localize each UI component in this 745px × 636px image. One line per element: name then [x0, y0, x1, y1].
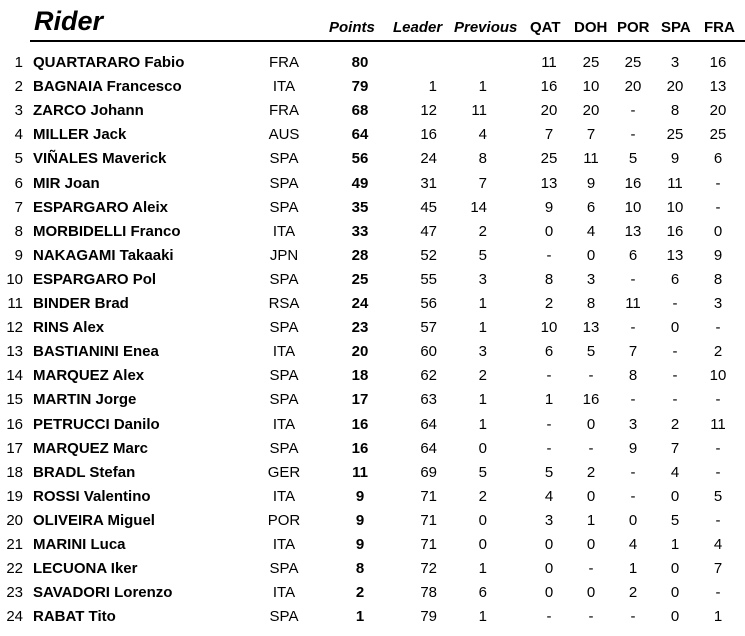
race-points-cell: 6	[544, 343, 554, 361]
table-row	[0, 50, 745, 74]
table-row	[0, 339, 745, 363]
table-row	[0, 436, 745, 460]
previous-header: Previous	[454, 19, 518, 36]
race-points-cell: 20	[624, 78, 642, 96]
rider-name-cell: ESPARGARO Aleix	[33, 198, 169, 216]
race-points-cell: 13	[582, 319, 600, 337]
race-points-cell: 2	[628, 584, 638, 602]
race-points-cell: 20	[666, 78, 684, 96]
previous-gap-cell: 3	[478, 343, 487, 361]
race-points-cell: -	[672, 367, 678, 385]
race-points-cell: 0	[628, 511, 638, 529]
race-points-cell: 1	[670, 536, 680, 553]
rider-name-cell: MILLER Jack	[33, 126, 127, 144]
rider-name-cell: BINDER Brad	[33, 295, 129, 312]
nation-cell: AUS	[268, 126, 300, 144]
leader-gap-cell: 47	[420, 222, 437, 240]
race-header-fra: FRA	[704, 19, 735, 36]
nation-cell: FRA	[269, 54, 299, 71]
race-points-cell: 0	[586, 246, 596, 264]
race-points-cell: 10	[624, 198, 642, 216]
previous-gap-cell: 7	[478, 174, 487, 192]
rider-name-cell: MARTIN Jorge	[33, 391, 137, 409]
race-points-cell: 20	[540, 102, 558, 120]
race-points-cell: 7	[713, 560, 723, 578]
previous-gap-cell: 1	[478, 391, 487, 409]
points-cell: 17	[351, 391, 369, 409]
points-cell: 20	[351, 343, 369, 361]
header-divider	[30, 40, 745, 42]
points-cell: 56	[351, 150, 369, 168]
points-cell: 2	[355, 584, 365, 602]
position-cell: 3	[14, 102, 23, 120]
position-cell: 9	[14, 246, 23, 264]
points-cell: 25	[351, 270, 369, 288]
race-points-cell: 13	[709, 78, 727, 96]
race-points-cell: 0	[586, 415, 596, 433]
table-row	[0, 122, 745, 146]
nation-cell: ITA	[272, 487, 296, 505]
rider-name-cell: OLIVEIRA Miguel	[33, 511, 155, 529]
table-row	[0, 508, 745, 532]
nation-cell: SPA	[269, 608, 299, 626]
table-row	[0, 171, 745, 195]
nation-cell: POR	[267, 511, 301, 529]
race-points-cell: 10	[582, 78, 600, 96]
race-points-cell: 6	[670, 270, 680, 288]
race-points-cell: 8	[670, 102, 680, 120]
leader-gap-cell: 24	[420, 150, 437, 168]
position-cell: 6	[14, 174, 23, 192]
nation-cell: FRA	[269, 102, 299, 120]
points-cell: 28	[351, 246, 369, 264]
nation-cell: SPA	[269, 174, 299, 192]
race-points-cell: 1	[713, 608, 723, 626]
position-cell: 16	[6, 415, 23, 433]
race-points-cell: 4	[628, 536, 638, 553]
race-points-cell: -	[630, 126, 636, 144]
race-points-cell: -	[630, 391, 636, 409]
position-cell: 21	[6, 536, 23, 553]
race-points-cell: 0	[713, 222, 723, 240]
points-cell: 35	[351, 198, 369, 216]
race-points-cell: -	[715, 511, 721, 529]
points-cell: 9	[355, 536, 365, 553]
previous-gap-cell: 6	[478, 584, 487, 602]
race-points-cell: 9	[713, 246, 723, 264]
leader-gap-cell: 72	[420, 560, 437, 578]
position-cell: 11	[7, 295, 23, 312]
nation-cell: SPA	[269, 391, 299, 409]
race-points-cell: 16	[709, 54, 727, 71]
table-row	[0, 580, 745, 604]
previous-gap-cell: 2	[478, 367, 487, 385]
race-points-cell: 2	[586, 463, 596, 481]
position-cell: 23	[6, 584, 23, 602]
race-points-cell: 10	[666, 198, 684, 216]
race-points-cell: 1	[544, 391, 554, 409]
race-points-cell: -	[630, 608, 636, 626]
race-points-cell: -	[630, 102, 636, 120]
race-points-cell: -	[715, 439, 721, 457]
table-row	[0, 98, 745, 122]
leader-gap-cell: 55	[420, 270, 437, 288]
rider-name-cell: ROSSI Valentino	[33, 487, 151, 505]
leader-gap-cell: 1	[428, 78, 437, 96]
points-cell: 64	[351, 126, 369, 144]
race-points-cell: -	[672, 391, 678, 409]
previous-gap-cell: 14	[470, 198, 487, 216]
leader-gap-cell: 79	[420, 608, 437, 626]
race-points-cell: 0	[670, 487, 680, 505]
race-points-cell: 20	[582, 102, 600, 120]
race-points-cell: 9	[670, 150, 680, 168]
previous-gap-cell: 5	[478, 463, 487, 481]
nation-cell: ITA	[272, 415, 296, 433]
rider-name-cell: QUARTARARO Fabio	[33, 54, 185, 71]
previous-gap-cell: 8	[478, 150, 487, 168]
position-cell: 15	[6, 391, 23, 409]
previous-gap-cell: 1	[478, 295, 487, 312]
rider-name-cell: MORBIDELLI Franco	[33, 222, 181, 240]
table-row	[0, 267, 745, 291]
race-points-cell: 3	[670, 54, 680, 71]
position-cell: 12	[6, 319, 23, 337]
table-row	[0, 556, 745, 580]
race-points-cell: -	[715, 198, 721, 216]
position-cell: 7	[14, 198, 23, 216]
race-points-cell: 10	[709, 367, 727, 385]
race-points-cell: 25	[709, 126, 727, 144]
rider-name-cell: MIR Joan	[33, 174, 100, 192]
leader-gap-cell: 64	[420, 439, 437, 457]
leader-gap-cell: 52	[420, 246, 437, 264]
race-points-cell: 0	[586, 536, 596, 553]
race-points-cell: 25	[540, 150, 558, 168]
race-points-cell: -	[630, 463, 636, 481]
rider-name-cell: VIÑALES Maverick	[33, 150, 167, 168]
previous-gap-cell: 2	[478, 222, 487, 240]
table-row	[0, 387, 745, 411]
race-points-cell: 9	[628, 439, 638, 457]
race-points-cell: 5	[628, 150, 638, 168]
leader-gap-cell: 71	[420, 536, 437, 553]
race-points-cell: 16	[582, 391, 600, 409]
race-points-cell: -	[715, 584, 721, 602]
table-row	[0, 74, 745, 98]
race-points-cell: -	[588, 608, 594, 626]
previous-gap-cell: 1	[478, 78, 487, 96]
nation-cell: SPA	[269, 319, 299, 337]
race-points-cell: 0	[586, 584, 596, 602]
race-points-cell: 16	[624, 174, 642, 192]
table-row	[0, 195, 745, 219]
race-points-cell: -	[546, 439, 552, 457]
race-points-cell: 4	[713, 536, 723, 553]
nation-cell: SPA	[269, 367, 299, 385]
points-cell: 79	[351, 78, 369, 96]
previous-gap-cell: 11	[471, 102, 487, 120]
leader-gap-cell: 62	[420, 367, 437, 385]
table-row	[0, 604, 745, 628]
previous-gap-cell: 2	[478, 487, 487, 505]
nation-cell: ITA	[272, 343, 296, 361]
position-cell: 24	[6, 608, 23, 626]
table-row	[0, 460, 745, 484]
race-points-cell: 0	[670, 560, 680, 578]
previous-gap-cell: 0	[478, 511, 487, 529]
race-points-cell: 5	[544, 463, 554, 481]
race-points-cell: 25	[624, 54, 642, 71]
race-points-cell: 6	[628, 246, 638, 264]
table-row	[0, 146, 745, 170]
race-points-cell: 5	[713, 487, 723, 505]
race-points-cell: 8	[628, 367, 638, 385]
leader-gap-cell: 57	[420, 319, 437, 337]
position-cell: 17	[6, 439, 23, 457]
race-points-cell: 4	[586, 222, 596, 240]
nation-cell: ITA	[272, 536, 296, 553]
race-points-cell: 13	[666, 246, 684, 264]
race-points-cell: 0	[544, 584, 554, 602]
race-points-cell: 11	[541, 54, 557, 71]
rider-name-cell: RINS Alex	[33, 319, 105, 337]
points-cell: 1	[355, 608, 365, 626]
race-points-cell: 20	[709, 102, 727, 120]
table-row	[0, 532, 745, 556]
previous-gap-cell: 1	[478, 319, 487, 337]
previous-gap-cell: 4	[478, 126, 487, 144]
points-cell: 9	[355, 511, 365, 529]
table-row	[0, 412, 745, 436]
rider-name-cell: MARINI Luca	[33, 536, 126, 553]
leader-gap-cell: 31	[420, 174, 437, 192]
race-points-cell: 0	[670, 584, 680, 602]
previous-gap-cell: 1	[478, 415, 487, 433]
nation-cell: RSA	[268, 295, 300, 312]
leader-gap-cell: 63	[420, 391, 437, 409]
race-points-cell: 8	[713, 270, 723, 288]
race-points-cell: -	[630, 270, 636, 288]
race-points-cell: 8	[586, 295, 596, 312]
leader-gap-cell: 71	[420, 511, 437, 529]
leader-gap-cell: 16	[420, 126, 437, 144]
race-points-cell: 10	[540, 319, 558, 337]
race-points-cell: -	[672, 295, 678, 312]
position-cell: 18	[6, 463, 23, 481]
race-points-cell: -	[672, 343, 678, 361]
rider-name-cell: LECUONA Iker	[33, 560, 138, 578]
leader-gap-cell: 45	[420, 198, 437, 216]
rider-name-cell: ZARCO Johann	[33, 102, 144, 120]
race-points-cell: 5	[670, 511, 680, 529]
race-points-cell: 3	[586, 270, 596, 288]
points-cell: 23	[351, 319, 369, 337]
position-cell: 10	[6, 270, 23, 288]
nation-cell: JPN	[269, 246, 299, 264]
race-points-cell: 0	[586, 487, 596, 505]
position-cell: 4	[14, 126, 23, 144]
leader-gap-cell: 69	[420, 463, 437, 481]
position-cell: 13	[6, 343, 23, 361]
race-points-cell: -	[630, 487, 636, 505]
race-points-cell: -	[588, 439, 594, 457]
previous-gap-cell: 5	[478, 246, 487, 264]
points-cell: 33	[351, 222, 369, 240]
previous-gap-cell: 3	[478, 270, 487, 288]
table-row	[0, 243, 745, 267]
rider-name-cell: ESPARGARO Pol	[33, 270, 157, 288]
table-row	[0, 363, 745, 387]
leader-gap-cell: 78	[420, 584, 437, 602]
points-cell: 49	[351, 174, 369, 192]
race-header-por: POR	[617, 19, 650, 36]
rider-name-cell: MARQUEZ Alex	[33, 367, 145, 385]
points-cell: 9	[355, 487, 365, 505]
previous-gap-cell: 1	[478, 608, 487, 626]
rider-name-cell: SAVADORI Lorenzo	[33, 584, 173, 602]
position-cell: 2	[14, 78, 23, 96]
leader-gap-cell: 56	[420, 295, 437, 312]
nation-cell: SPA	[269, 439, 299, 457]
race-points-cell: 0	[544, 222, 554, 240]
nation-cell: ITA	[272, 584, 296, 602]
race-points-cell: 13	[540, 174, 558, 192]
race-points-cell: -	[715, 391, 721, 409]
nation-cell: SPA	[269, 270, 299, 288]
rider-name-cell: BAGNAIA Francesco	[33, 78, 182, 96]
points-header: Points	[329, 19, 375, 36]
race-points-cell: 3	[628, 415, 638, 433]
leader-header: Leader	[393, 19, 443, 36]
points-cell: 24	[351, 295, 369, 312]
points-cell: 16	[351, 415, 369, 433]
race-points-cell: -	[546, 608, 552, 626]
rider-name-cell: RABAT Tito	[33, 608, 116, 626]
position-cell: 1	[14, 54, 23, 71]
rider-name-cell: BASTIANINI Enea	[33, 343, 159, 361]
position-cell: 22	[6, 560, 23, 578]
leader-gap-cell: 12	[420, 102, 437, 120]
race-points-cell: 16	[666, 222, 684, 240]
points-cell: 11	[352, 463, 368, 481]
race-points-cell: 6	[713, 150, 723, 168]
race-points-cell: 7	[628, 343, 638, 361]
race-points-cell: 7	[670, 439, 680, 457]
race-points-cell: 7	[586, 126, 596, 144]
rider-header: Rider	[34, 6, 104, 36]
table-header	[0, 0, 745, 44]
points-cell: 80	[351, 54, 369, 71]
table-row	[0, 484, 745, 508]
rider-name-cell: BRADL Stefan	[33, 463, 136, 481]
points-cell: 8	[355, 560, 365, 578]
race-points-cell: 2	[670, 415, 680, 433]
race-points-cell: 7	[544, 126, 554, 144]
position-cell: 19	[6, 487, 23, 505]
race-points-cell: -	[588, 560, 594, 578]
race-points-cell: -	[546, 246, 552, 264]
race-points-cell: 4	[670, 463, 680, 481]
race-points-cell: 3	[544, 511, 554, 529]
rider-name-cell: PETRUCCI Danilo	[33, 415, 160, 433]
nation-cell: ITA	[272, 78, 296, 96]
table-row	[0, 291, 745, 315]
table-row	[0, 219, 745, 243]
leader-gap-cell: 60	[420, 343, 437, 361]
position-cell: 20	[6, 511, 23, 529]
race-points-cell: 8	[544, 270, 554, 288]
position-cell: 14	[6, 367, 23, 385]
race-points-cell: 0	[544, 560, 554, 578]
race-points-cell: -	[588, 367, 594, 385]
position-cell: 8	[14, 222, 23, 240]
race-points-cell: 16	[540, 78, 558, 96]
race-points-cell: -	[715, 463, 721, 481]
race-points-cell: 0	[670, 608, 680, 626]
race-points-cell: 25	[582, 54, 600, 71]
rider-name-cell: NAKAGAMI Takaaki	[33, 246, 174, 264]
race-points-cell: 6	[586, 198, 596, 216]
race-points-cell: -	[715, 319, 721, 337]
race-points-cell: 1	[628, 560, 638, 578]
leader-gap-cell: 64	[420, 415, 437, 433]
race-points-cell: 0	[670, 319, 680, 337]
nation-cell: GER	[267, 463, 301, 481]
race-points-cell: 13	[624, 222, 642, 240]
race-points-cell: 11	[625, 295, 641, 312]
race-points-cell: 11	[583, 150, 599, 168]
points-cell: 18	[351, 367, 369, 385]
race-header-qat: QAT	[530, 19, 561, 36]
race-points-cell: 9	[544, 198, 554, 216]
nation-cell: SPA	[269, 198, 299, 216]
race-points-cell: -	[546, 367, 552, 385]
race-points-cell: 25	[666, 126, 684, 144]
race-points-cell: 0	[544, 536, 554, 553]
race-points-cell: 2	[544, 295, 554, 312]
race-points-cell: 9	[586, 174, 596, 192]
leader-gap-cell: 71	[420, 487, 437, 505]
race-points-cell: 11	[710, 415, 726, 433]
race-points-cell: 3	[713, 295, 723, 312]
points-cell: 16	[351, 439, 369, 457]
race-points-cell: 11	[667, 174, 683, 192]
race-points-cell: 4	[544, 487, 554, 505]
rider-name-cell: MARQUEZ Marc	[33, 439, 149, 457]
race-points-cell: 2	[713, 343, 723, 361]
race-points-cell: 5	[586, 343, 596, 361]
table-row	[0, 315, 745, 339]
race-header-doh: DOH	[574, 19, 608, 36]
previous-gap-cell: 0	[478, 439, 487, 457]
previous-gap-cell: 0	[478, 536, 487, 553]
points-cell: 68	[351, 102, 369, 120]
position-cell: 5	[14, 150, 23, 168]
race-points-cell: -	[715, 174, 721, 192]
race-points-cell: 1	[586, 511, 596, 529]
previous-gap-cell: 1	[478, 560, 487, 578]
race-header-spa: SPA	[661, 19, 691, 36]
nation-cell: ITA	[272, 222, 296, 240]
race-points-cell: -	[546, 415, 552, 433]
nation-cell: SPA	[269, 150, 299, 168]
race-points-cell: -	[630, 319, 636, 337]
nation-cell: SPA	[269, 560, 299, 578]
